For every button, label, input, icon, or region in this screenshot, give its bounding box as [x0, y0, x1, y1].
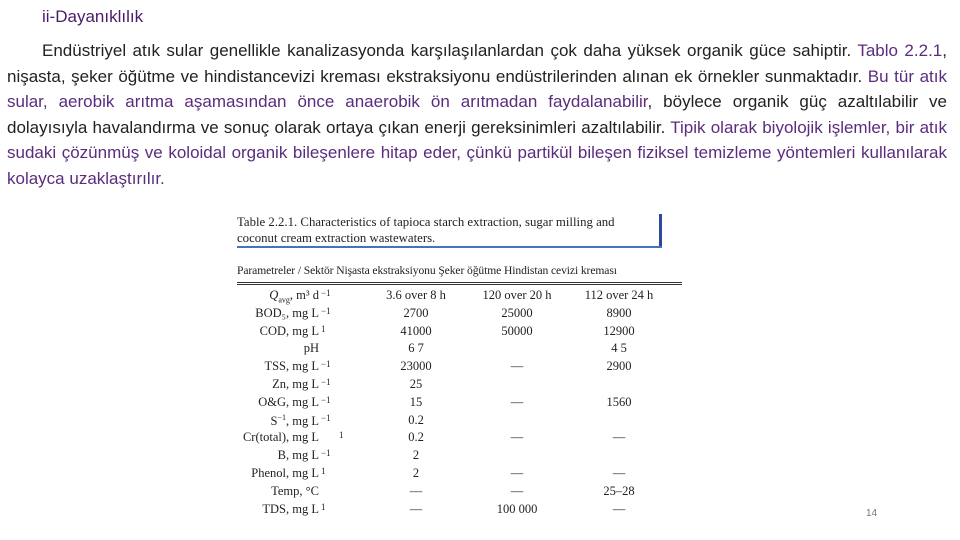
- param-cell: [237, 288, 319, 305]
- paragraph-text-1: Endüstriyel atık sular genellikle kanalizasyonda karşılaşılanlardan çok daha yüksek organik güce sahiptir.: [42, 41, 858, 60]
- unit-superscript: 1: [321, 466, 326, 476]
- table-row: [237, 341, 682, 359]
- sugar-value: —: [510, 430, 524, 445]
- table-caption: [237, 214, 661, 246]
- sugar-value: 50000: [501, 323, 533, 338]
- unit-superscript: −1: [321, 448, 331, 459]
- param-unit: , mg L: [286, 413, 319, 428]
- starch-value: 23000: [400, 359, 432, 374]
- param-name: Zn, mg L: [272, 377, 319, 391]
- coconut-value: —: [612, 466, 626, 480]
- table-row: [237, 324, 682, 342]
- param-name: TSS, mg L: [264, 359, 319, 374]
- sugar-value: 25000: [501, 305, 533, 320]
- table-row: [237, 359, 682, 377]
- unit-superscript: 1: [321, 323, 326, 334]
- param-cell: [237, 306, 319, 321]
- sugar-value: —: [510, 394, 524, 409]
- table-row: [237, 395, 682, 413]
- param-cell: [237, 324, 319, 339]
- param-name: Q: [269, 288, 279, 302]
- param-name: pH: [303, 341, 319, 356]
- starch-value: —: [409, 501, 423, 516]
- param-name: COD, mg L: [259, 323, 319, 338]
- caption-underline: [237, 246, 662, 248]
- starch-value: 2700: [403, 305, 429, 320]
- unit-superscript: −1: [321, 305, 331, 316]
- param-cell: [237, 466, 319, 481]
- unit-superscript: 1: [339, 430, 344, 441]
- table-row: [237, 413, 682, 431]
- unit-superscript: −1: [321, 359, 331, 370]
- coconut-value: —: [612, 430, 626, 445]
- param-cell: [237, 448, 319, 463]
- characteristics-table: [237, 214, 682, 530]
- unit-superscript: −1: [321, 377, 331, 387]
- coconut-value: 1560: [606, 394, 632, 409]
- unit-superscript: −1: [321, 412, 331, 423]
- table-row: [237, 466, 682, 484]
- param-name: B, mg L: [277, 448, 319, 463]
- starch-value: 6 7: [408, 341, 424, 356]
- param-name: Temp, °C: [271, 483, 319, 498]
- table-row: [237, 502, 682, 520]
- param-cell: [237, 377, 319, 392]
- param-name: O&G, mg L: [258, 394, 319, 409]
- param-cell: [237, 359, 319, 374]
- param-subscript: avg: [278, 295, 290, 305]
- table-row: [237, 430, 682, 448]
- body-paragraph: [7, 38, 947, 192]
- table-caption-line-2: coconut cream extraction wastewaters.: [237, 231, 436, 245]
- starch-value: 41000: [400, 323, 432, 338]
- param-name: S: [270, 413, 278, 428]
- table-row: [237, 448, 682, 466]
- coconut-value: —: [612, 501, 626, 516]
- starch-value: —: [409, 483, 423, 498]
- starch-value: 2: [412, 448, 420, 463]
- paragraph-highlight-2: Tipik olarak biyolojik işlemler, bir atık sudaki çözünmüş ve koloidal organik bileşenlere hitap eder, çünkü partikül bileşen fiziksel temizleme yöntemleri kullanılarak kolayca uzaklaştırılır.: [7, 117, 947, 188]
- param-name: Cr(total), mg L: [242, 430, 319, 445]
- sugar-value: —: [510, 466, 524, 480]
- starch-value: 15: [409, 394, 423, 409]
- param-name: BOD₅, mg L: [255, 305, 319, 320]
- table-rule-top-double: [237, 284, 682, 285]
- starch-value: 0.2: [408, 430, 424, 445]
- table-row: [237, 484, 682, 502]
- param-unit: , m³ d: [289, 288, 319, 302]
- coconut-value: 8900: [606, 305, 632, 320]
- slide-title: ii-Dayanıklılık: [42, 7, 144, 26]
- table-row: [237, 288, 682, 306]
- starch-value: 3.6 over 8 h: [386, 288, 446, 302]
- starch-value: 2: [412, 466, 420, 480]
- param-name: TDS, mg L: [262, 501, 319, 516]
- param-cell: [237, 341, 319, 356]
- caption-selection-bar: [659, 214, 662, 248]
- table-row: [237, 306, 682, 324]
- coconut-value: 112 over 24 h: [584, 288, 654, 302]
- paragraph-text-5: , böylece organik güç azaltılabilir ve dolayısıyla havalandırma ve sonuç olarak ortaya çıkan enerji gereksinimleri azaltılabilir.: [7, 92, 947, 137]
- unit-superscript: −1: [321, 394, 331, 405]
- paragraph-highlight-1: Bu tür atık sular, aerobik arıtma aşamasından önce anaerobik ön arıtmadan faydalanabilir: [7, 66, 947, 112]
- param-superscript: −1: [277, 412, 287, 422]
- param-cell: [237, 430, 319, 445]
- table-header: Parametreler / Sektör Nişasta ekstraksiyonu Şeker öğütme Hindistan cevizi kreması: [237, 264, 617, 277]
- coconut-value: 2900: [606, 359, 632, 374]
- param-cell: [237, 413, 319, 429]
- param-name: Phenol, mg L: [251, 466, 319, 480]
- paragraph-text-3: , nişasta, şeker öğütme ve hindistancevizi kreması ekstraksiyonu endüstrilerinden alınan ek örnekler sunmaktadır.: [7, 41, 947, 86]
- starch-value: 0.2: [408, 412, 424, 427]
- coconut-value: 4 5: [611, 341, 627, 356]
- unit-superscript: 1: [321, 501, 326, 512]
- page-number: 14: [866, 508, 878, 519]
- table-rule-top: [237, 282, 682, 283]
- coconut-value: 25–28: [603, 483, 635, 498]
- coconut-value: 12900: [603, 323, 635, 338]
- table-row: [237, 377, 682, 395]
- param-cell: [237, 502, 319, 517]
- starch-value: 25: [409, 377, 423, 391]
- table-caption-line-1: Table 2.2.1. Characteristics of tapioca starch extraction, sugar milling and: [237, 215, 615, 229]
- param-cell: [237, 484, 319, 499]
- sugar-value: —: [510, 359, 524, 374]
- unit-superscript: −1: [321, 288, 331, 298]
- sugar-value: —: [510, 483, 524, 498]
- param-cell: [237, 395, 319, 410]
- table-reference: Tablo 2.2.1: [857, 41, 943, 60]
- sugar-value: 100 000: [496, 501, 538, 516]
- sugar-value: 120 over 20 h: [482, 288, 552, 302]
